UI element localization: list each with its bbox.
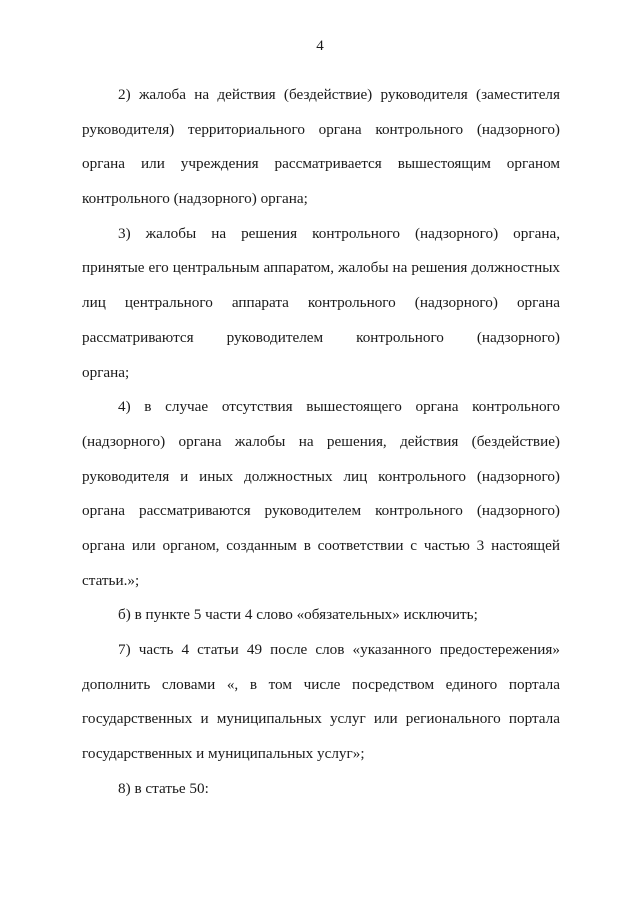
text-line: государственных и муниципальных услуг или регионального портала (82, 710, 560, 728)
document-body (82, 78, 560, 806)
text-line: руководителя) территориального органа контрольного (надзорного) (82, 120, 560, 138)
text-line: принятые его центральным аппаратом, жалобы на решения должностных (82, 259, 560, 277)
text-line: государственных и муниципальных услуг»; (82, 745, 365, 763)
text-line: 8) в статье 50: (118, 779, 209, 797)
page-number: 4 (316, 38, 324, 54)
text-line: 4) в случае отсутствия вышестоящего органа контрольного (118, 398, 560, 416)
text-line: руководителя и иных должностных лиц контрольного (надзорного) (82, 467, 560, 485)
text-line: (надзорного) органа жалобы на решения, действия (бездействие) (82, 432, 560, 450)
text-line: органа рассматриваются руководителем контрольного (надзорного) (82, 502, 560, 520)
text-line: лиц центрального аппарата контрольного (надзорного) органа (82, 294, 560, 312)
text-line: дополнить словами «, в том числе посредством единого портала (82, 675, 560, 693)
text-line: б) в пункте 5 части 4 слово «обязательных» исключить; (118, 606, 478, 624)
text-line: 3) жалобы на решения контрольного (надзорного) органа, (118, 224, 560, 242)
text-line: 7) часть 4 статьи 49 после слов «указанного предостережения» (118, 641, 560, 658)
text-line: 2) жалоба на действия (бездействие) руководителя (заместителя (118, 86, 560, 103)
text-line: органа или органом, созданным в соответствии с частью 3 настоящей (82, 536, 560, 554)
text-line: контрольного (надзорного) органа; (82, 190, 308, 208)
text-line: статьи.»; (82, 571, 140, 589)
text-line: органа или учреждения рассматривается вышестоящим органом (82, 155, 560, 173)
text-line: рассматриваются руководителем контрольного (надзорного) (82, 328, 560, 346)
text-line: органа; (82, 363, 130, 381)
